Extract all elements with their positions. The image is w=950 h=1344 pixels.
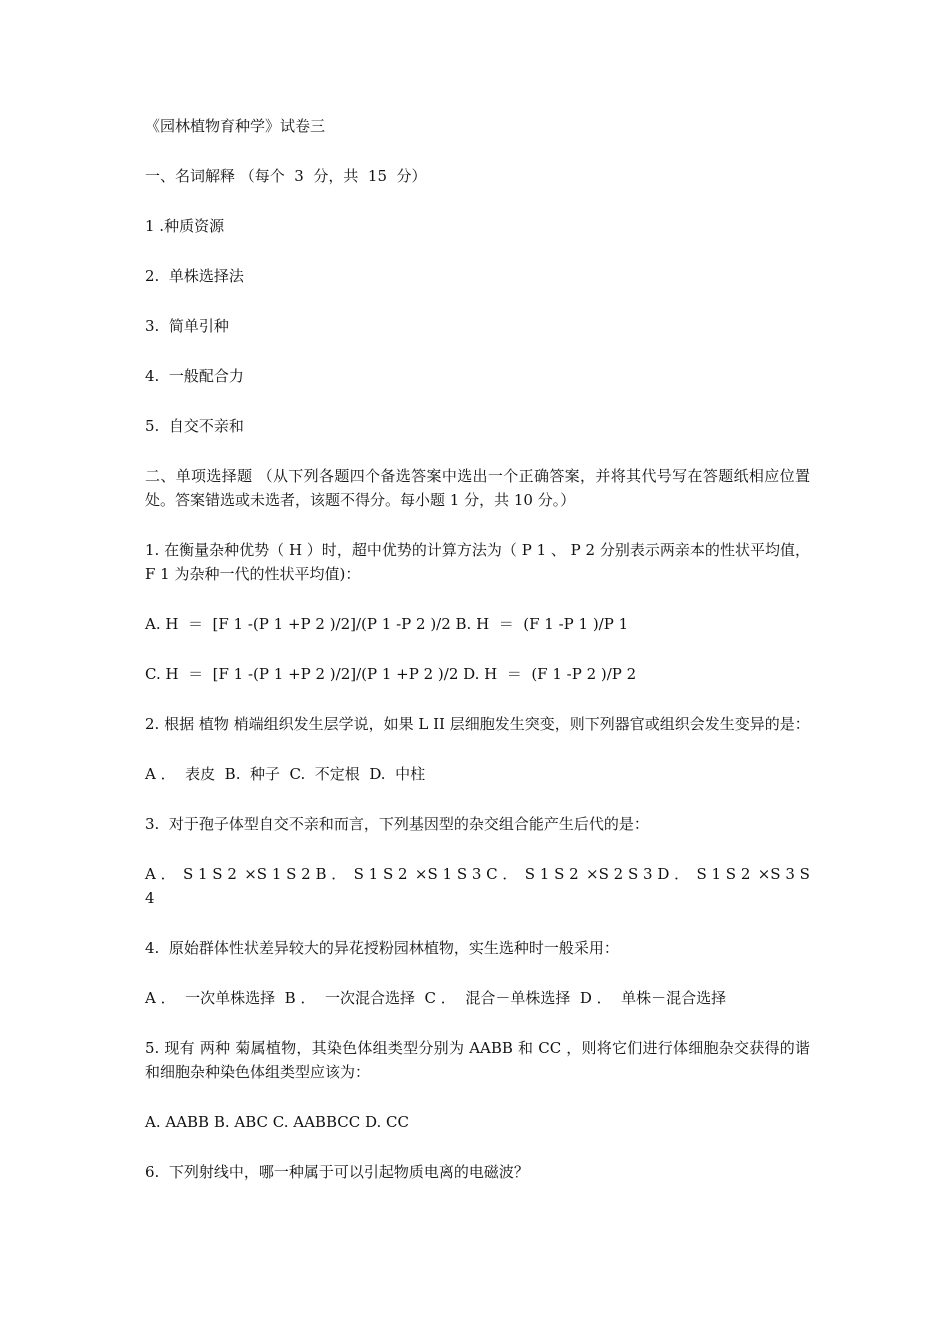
q3-opt-seg: S 1 S 2 [182, 865, 237, 883]
question-4-stem: 4. 原始群体性状差异较大的异花授粉园林植物，实生选种时一般采用： [145, 939, 619, 957]
section1-heading: 一、名词解释 （每个 3 分，共 15 分） [145, 167, 427, 185]
term-item-4: 4. 一般配合力 [145, 367, 244, 385]
term-item-3: 3. 简单引种 [145, 317, 229, 335]
question-1-options-ab: A. H ＝ [F 1 -(P 1 +P 2 )/2]/(P 1 -P 2 )/2 B. H ＝ (F 1 -P 1 )/P 1 [145, 615, 629, 633]
q3-opt-seg: ×S 1 S 3 C ． [414, 865, 518, 883]
question-3-options-line1 [145, 862, 810, 886]
question-1-stem: 1. 在衡量杂种优势（ H ）时，超中优势的计算方法为（ P 1 、 P 2 分别表示两亲本的性状平均值， F 1 为杂种一代的性状平均值)： [145, 541, 810, 583]
q3-opt-seg: ×S 2 S 3 D ． [586, 865, 690, 883]
term-item-2: 2. 单株选择法 [145, 267, 244, 285]
term-item-5: 5. 自交不亲和 [145, 417, 244, 435]
exam-title: 《园林植物育种学》试卷三 [145, 117, 326, 135]
q3-opt-seg: S 1 S 2 [696, 865, 751, 883]
question-2-options: A ． 表皮 B. 种子 C. 不定根 D. 中柱 [145, 765, 426, 783]
exam-page [145, 114, 810, 1184]
question-1-options-cd: C. H ＝ [F 1 -(P 1 +P 2 )/2]/(P 1 +P 2 )/2 D. H ＝ (F 1 -P 2 )/P 2 [145, 665, 637, 683]
q3-opt-seg: ×S 1 S 2 B ． [244, 865, 347, 883]
question-4-options: A ． 一次单株选择 B ． 一次混合选择 C ． 混合－单株选择 D ． 单株－混合选择 [145, 989, 727, 1007]
question-5-stem: 5. 现有 两种 菊属植物，其染色体组类型分别为 AABB 和 CC ，则将它们进行体细胞杂交获得的谐和细胞杂种染色体组类型应该为： [145, 1039, 810, 1081]
q3-opt-seg: S 1 S 2 [524, 865, 579, 883]
q3-opt-seg: A ． [145, 865, 176, 883]
term-item-1: 1 .种质资源 [145, 217, 225, 235]
question-2-stem: 2. 根据 植物 梢端组织发生层学说，如果 L II 层细胞发生突变，则下列器官或组织会发生变异的是： [145, 715, 810, 733]
q3-opt-seg: ×S 3 S [757, 865, 810, 883]
question-3-stem: 3. 对于孢子体型自交不亲和而言，下列基因型的杂交组合能产生后代的是： [145, 815, 649, 833]
question-5-options: A. AABB B. ABC C. AABBCC D. CC [145, 1113, 409, 1131]
section2-heading: 二、单项选择题 （从下列各题四个备选答案中选出一个正确答案，并将其代号写在答题纸相应位置处。答案错选或未选者，该题不得分。每小题 1 分，共 10 分。） [145, 467, 810, 509]
question-3-options-line2: 4 [145, 889, 155, 907]
q3-opt-seg: S 1 S 2 [353, 865, 408, 883]
question-6-stem: 6. 下列射线中，哪一种属于可以引起物质电离的电磁波？ [145, 1163, 529, 1181]
